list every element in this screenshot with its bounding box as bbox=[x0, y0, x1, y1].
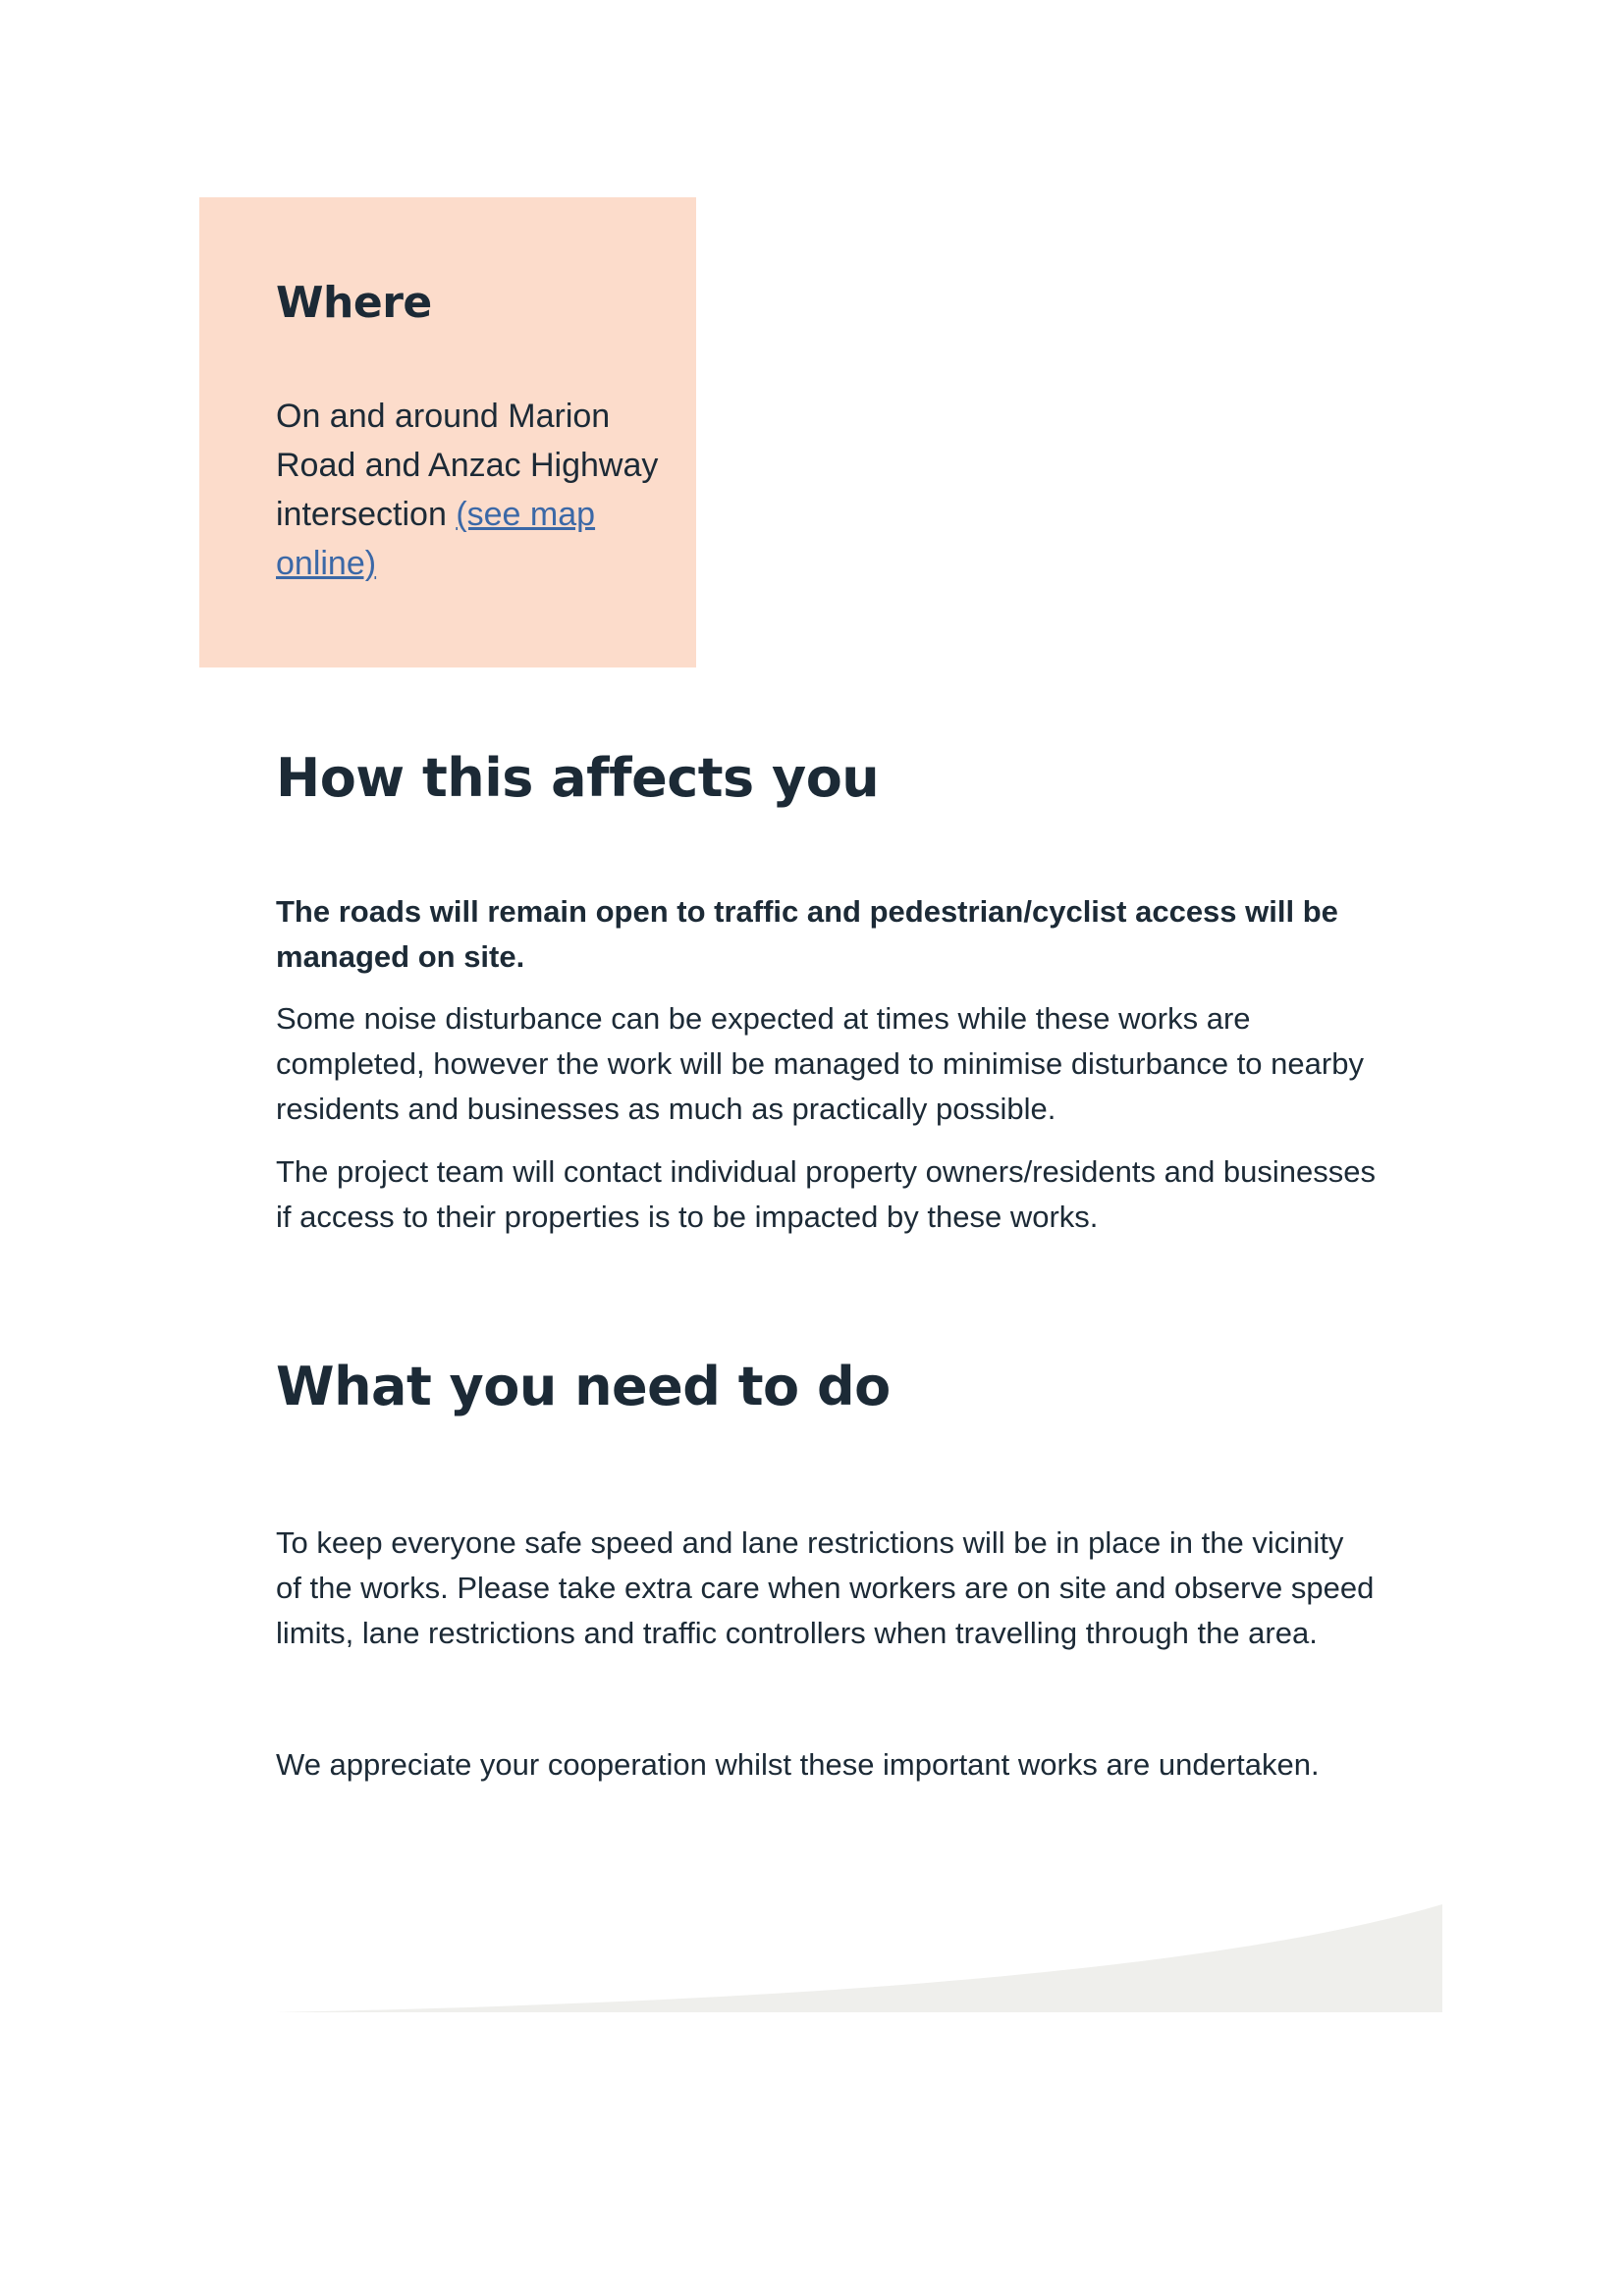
appreciation-paragraph: We appreciate your cooperation whilst these important works are undertaken. bbox=[276, 1747, 1320, 1782]
safety-restrictions-paragraph: To keep everyone safe speed and lane restrictions will be in place in the vicinity of the works. Please take extra care when workers are on site and observe speed limits, lane restrictions and traffic controllers when travelling through the area. bbox=[276, 1525, 1375, 1650]
noise-disturbance-paragraph: Some noise disturbance can be expected at times while these works are completed, however the work will be managed to minimise disturbance to nearby residents and businesses as much as practically possible. bbox=[276, 1001, 1364, 1126]
see-map-online-link[interactable]: (see map online) bbox=[276, 496, 596, 582]
where-description bbox=[276, 392, 678, 588]
property-access-paragraph: The project team will contact individual property owners/residents and businesses if access to their properties is to be impacted by these works. bbox=[276, 1154, 1377, 1234]
decorative-wave-graphic bbox=[276, 1904, 1442, 2012]
what-you-need-to-do-heading: What you need to do bbox=[276, 1356, 891, 1417]
where-title: Where bbox=[276, 278, 432, 328]
roads-open-notice: The roads will remain open to traffic and pedestrian/cyclist access will be managed on site. bbox=[276, 894, 1338, 974]
where-text: On and around Marion Road and Anzac Highway intersection bbox=[276, 398, 659, 533]
where-info-box bbox=[199, 197, 696, 667]
how-this-affects-you-heading: How this affects you bbox=[276, 747, 880, 809]
